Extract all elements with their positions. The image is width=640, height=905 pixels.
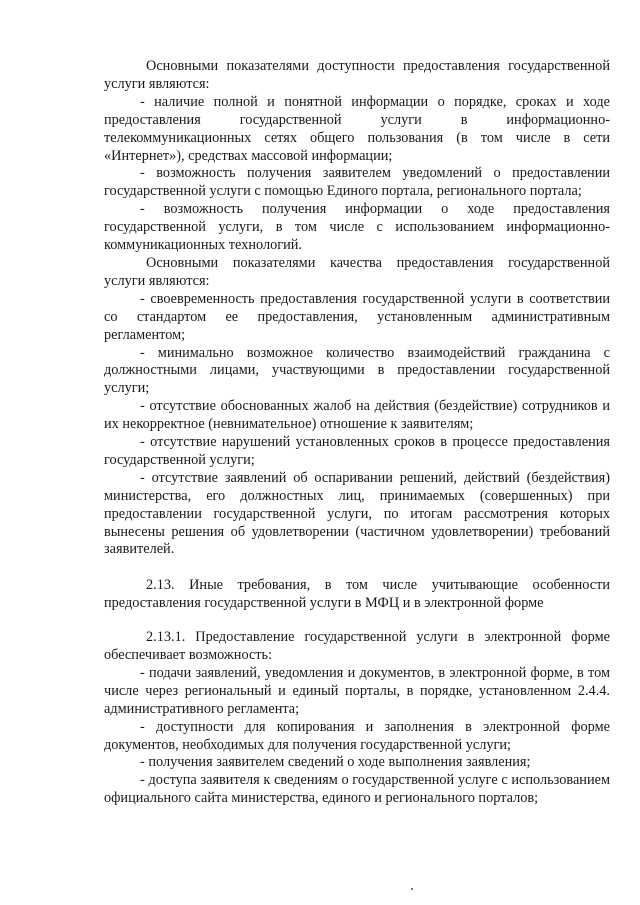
list-item: - подачи заявлений, уведомления и документов, в электронной форме, в том числе через региональный и единый порталы, в порядке, установленном 2.4.4. административного регламента; [104,664,610,717]
paragraph-accessibility-intro: Основными показателями доступности предоставления государственной услуги являются: [104,58,610,92]
scan-speck [411,888,413,890]
list-item: - минимально возможное количество взаимодействий гражданина с должностными лицами, участвующими в предоставлении государственной услуги; [104,344,610,397]
document-body [104,58,610,808]
list-item: - возможность получения заявителем уведомлений о предоставлении государственной услуги с помощью Единого портала, регионального портала; [104,165,610,200]
list-item: - наличие полной и понятной информации о порядке, сроках и ходе предоставления государственной услуги в информационно-телекоммуникационных сетях общего пользования (в том числе в сети «Интернет»), средствах массовой информации; [104,93,610,164]
list-item: - получения заявителем сведений о ходе выполнения заявления; [140,754,531,771]
paragraph-2-13-1: 2.13.1. Предоставление государственной услуги в электронной форме обеспечивает возможность: [104,629,610,663]
paragraph-quality-intro: Основными показателями качества предоставления государственной услуги являются: [104,254,610,289]
list-item: - отсутствие обоснованных жалоб на действия (бездействие) сотрудников и их некорректное (невнимательное) отношение к заявителям; [104,398,610,433]
list-item: - отсутствие нарушений установленных сроков в процессе предоставления государственной услуги; [104,434,610,468]
list-item: - доступности для копирования и заполнения в электронной форме документов, необходимых для получения государственной услуги; [104,718,610,753]
list-item: - доступа заявителя к сведениям о государственной услуге с использованием официального сайта министерства, единого и регионального порталов; [104,772,610,807]
list-item: - своевременность предоставления государственной услуги в соответствии со стандартом ее предоставления, установленным административным регламентом; [104,290,610,343]
section-heading-2-13: 2.13. Иные требования, в том числе учитывающие особенности предоставления государственной услуги в МФЦ и в электронной форме [104,577,610,612]
list-item: - отсутствие заявлений об оспаривании решений, действий (бездействия) министерства, его должностных лиц, принимаемых (совершенных) при предоставлении государственной услуги, по итогам рассмотрения которых вынесены решения об удовлетворении (частичном удовлетворении) требований заявителей. [104,469,610,558]
list-item: - возможность получения информации о ходе предоставления государственной услуги, в том числе с использованием информационно-коммуникационных технологий. [104,201,610,254]
